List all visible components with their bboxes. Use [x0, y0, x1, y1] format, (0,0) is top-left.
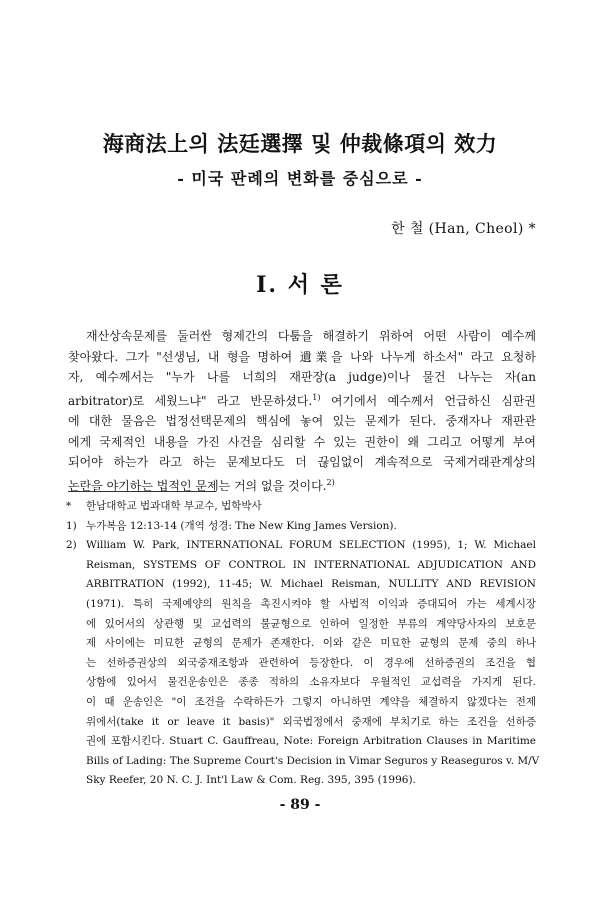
footnote-line: 는 선하증권상의 외국중재조항과 관련하여 등장한다. 이 경우에 선하증권의 조건을 협 [86, 656, 536, 669]
section-heading: I. 서 론 [256, 272, 344, 298]
footnote-line: Bills of Lading: The Supreme Court's Decision in Vimar Seguros y Reaseguros v. M/V [86, 754, 540, 767]
paper-subtitle: - 미국 판례의 변화를 중심으로 - [177, 169, 423, 188]
footnote-line: 에 있어서의 상관행 및 교섭력의 불균형으로 인하여 일정한 부류의 계약당사자의 보호문 [86, 617, 536, 630]
body-line: 에 대한 물음은 법정선택문제의 핵심에 놓여 있는 문제가 된다. 중재자나 재판관 [68, 414, 536, 428]
footnote-line: 제 사이에는 미묘한 균형의 문제가 존재한다. 이와 같은 미묘한 균형의 문제 중의 하나 [86, 637, 536, 650]
body-line-part: arbitrator)로 세웠느냐" 라고 반문하셨다. [68, 393, 313, 408]
body-line-with-footnote [68, 473, 536, 497]
body-line: 찾아왔다. 그가 "선생님, 내 형을 명하여 遺業을 나와 나누게 하소서" 라고 요청하 [68, 349, 536, 364]
footnote-1 [66, 517, 536, 537]
body-line-part: 논란을 야기하는 법적인 문제는 거의 없을 것이다. [68, 478, 327, 493]
footnote-line: 권에 포함시킨다. Stuart C. Gauffreau, Note: Foreign Arbitration Clauses in Maritime [86, 735, 536, 748]
footnote-ref-1: 1) [312, 392, 321, 402]
author-line: 한 철 (Han, Cheol) * [391, 221, 536, 237]
footnotes [66, 497, 540, 791]
body-paragraph [68, 326, 536, 496]
footnote-2 [66, 536, 536, 556]
footnote-line: 위에서(take it or leave it basis)" 외국법정에서 중재에 부치기로 하는 조건을 선하증 [86, 715, 536, 728]
body-line: 되어야 하는가 라고 하는 문제보다도 더 끊임없이 계속적으로 국제거래관계상의 [68, 455, 536, 469]
body-line: 자, 예수께서는 "누가 나를 너희의 재판장(a judge)이나 물건 나누는 자(an [68, 370, 536, 384]
footnote-text: 누가복음 12:13-14 (개역 성경: The New King James Version). [86, 519, 397, 532]
footnote-mark: * [66, 500, 72, 512]
footnote-line: Reisman, SYSTEMS OF CONTROL IN INTERNATIONAL ADJUDICATION AND [86, 558, 536, 571]
footnote-text: 한남대학교 법과대학 부교수, 법학박사 [86, 500, 262, 512]
footnote-mark: 1) [66, 519, 77, 532]
body-line-with-footnote [68, 388, 536, 412]
body-line: 에게 국제적인 내용을 가진 사건을 심리할 수 있는 권한이 왜 그리고 어떻게 부여 [68, 434, 536, 449]
body-line: 재산상속문제를 둘러싼 형제간의 다툼을 해결하기 위하여 어떤 사람이 예수께 [86, 329, 536, 343]
footnote-line: 이 때 운송인은 "이 조건을 수락하든가 그렇지 아니하면 계약을 체결하지 않겠다는 전제 [86, 695, 536, 708]
paper-title: 海商法上의 法廷選擇 및 仲裁條項의 效力 [102, 131, 498, 156]
footnote-line: Sky Reefer, 20 N. C. J. Int'l Law & Com. Reg. 395, 395 (1996). [86, 774, 416, 787]
footnote-mark: 2) [66, 539, 77, 552]
footnote-line: 상함에 있어서 물건운송인은 종종 적하의 소유자보다 우월적인 교섭력을 가지게 된다. [86, 676, 536, 689]
footnote-author [66, 497, 536, 517]
footnote-line: (1971). 특히 국제예양의 원칙을 촉진시켜야 할 사법적 이익과 증대되어 가는 세계시장 [86, 597, 536, 610]
footnote-ref-2: 2) [326, 477, 335, 487]
page-number: - 89 - [279, 797, 321, 813]
footnote-divider [68, 491, 216, 492]
footnote-text: William W. Park, INTERNATIONAL FORUM SELECTION (1995), 1; W. Michael [86, 539, 536, 552]
body-line-part: 여기에서 예수께서 언급하신 심판권 [320, 393, 536, 408]
footnote-line: ARBITRATION (1992), 11-45; W. Michael Reisman, NULLITY AND REVISION [86, 578, 536, 591]
